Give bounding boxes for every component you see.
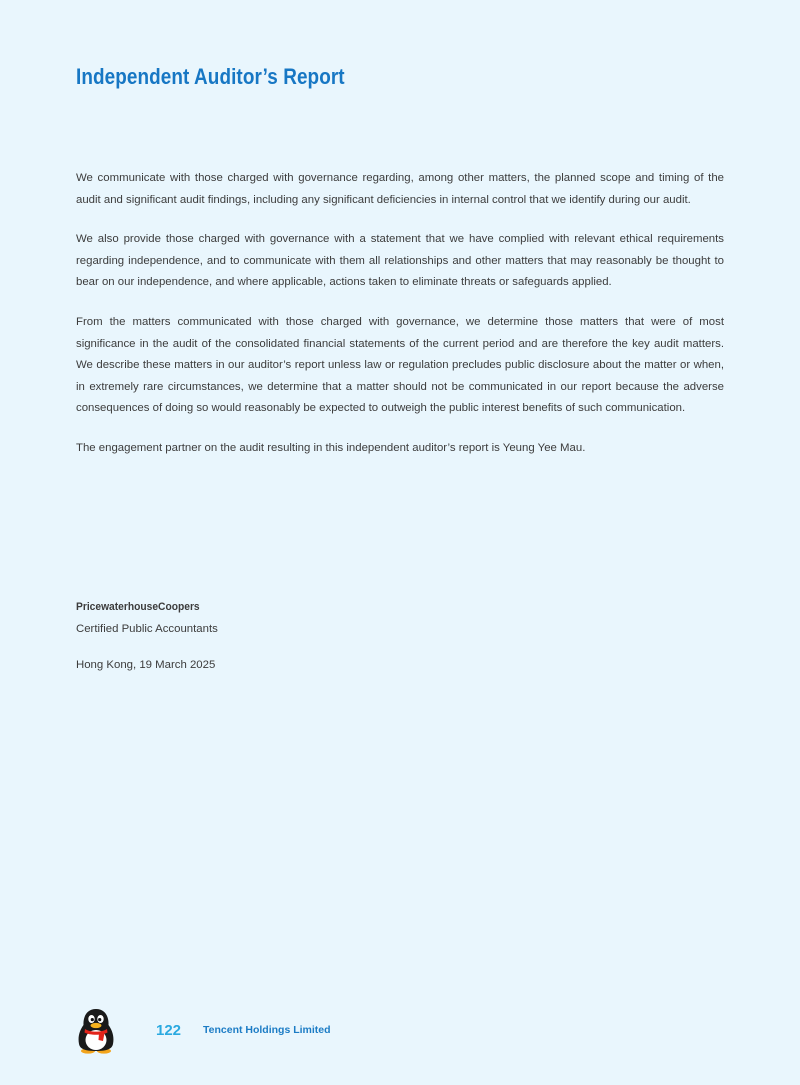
place-and-date: Hong Kong, 19 March 2025: [76, 659, 216, 671]
page-number: 122: [156, 1022, 182, 1039]
paragraph-independence-statement: We also provide those charged with governance with a statement that we have complied with relevant ethical requirements regarding independence, and to communicate with them all relationships and other matters that may reasonably be thought to bear on our independence, and where applicable, actions taken to eliminate threats or safeguards applied.: [76, 233, 724, 289]
paragraph-governance-communication: We communicate with those charged with governance regarding, among other matters, the planned scope and timing of the audit and significant audit findings, including any significant deficiencies in internal control that we identify during our audit.: [76, 172, 724, 206]
penguin-mascot-icon: [76, 1006, 116, 1054]
paragraph-key-audit-matters: From the matters communicated with those charged with governance, we determine those matters that were of most significance in the audit of the consolidated financial statements of the current period and are therefore the key audit matters. We describe these matters in our auditor’s report unless law or regulation precludes public disclosure about the matter or when, in extremely rare circumstances, we determine that a matter should not be communicated in our report because the adverse consequences of doing so would reasonably be expected to outweigh the public interest benefits of such communication.: [76, 315, 724, 415]
firm-designation: Certified Public Accountants: [76, 623, 218, 635]
report-body: [76, 168, 724, 478]
page-footer: [76, 1006, 476, 1056]
signature-block: [76, 596, 476, 676]
firm-name: PricewaterhouseCoopers: [76, 601, 200, 613]
paragraph-engagement-partner: The engagement partner on the audit resulting in this independent auditor’s report is Yeung Yee Mau.: [76, 441, 586, 454]
company-name: Tencent Holdings Limited: [203, 1024, 331, 1036]
page-title: Independent Auditor’s Report: [76, 64, 345, 89]
